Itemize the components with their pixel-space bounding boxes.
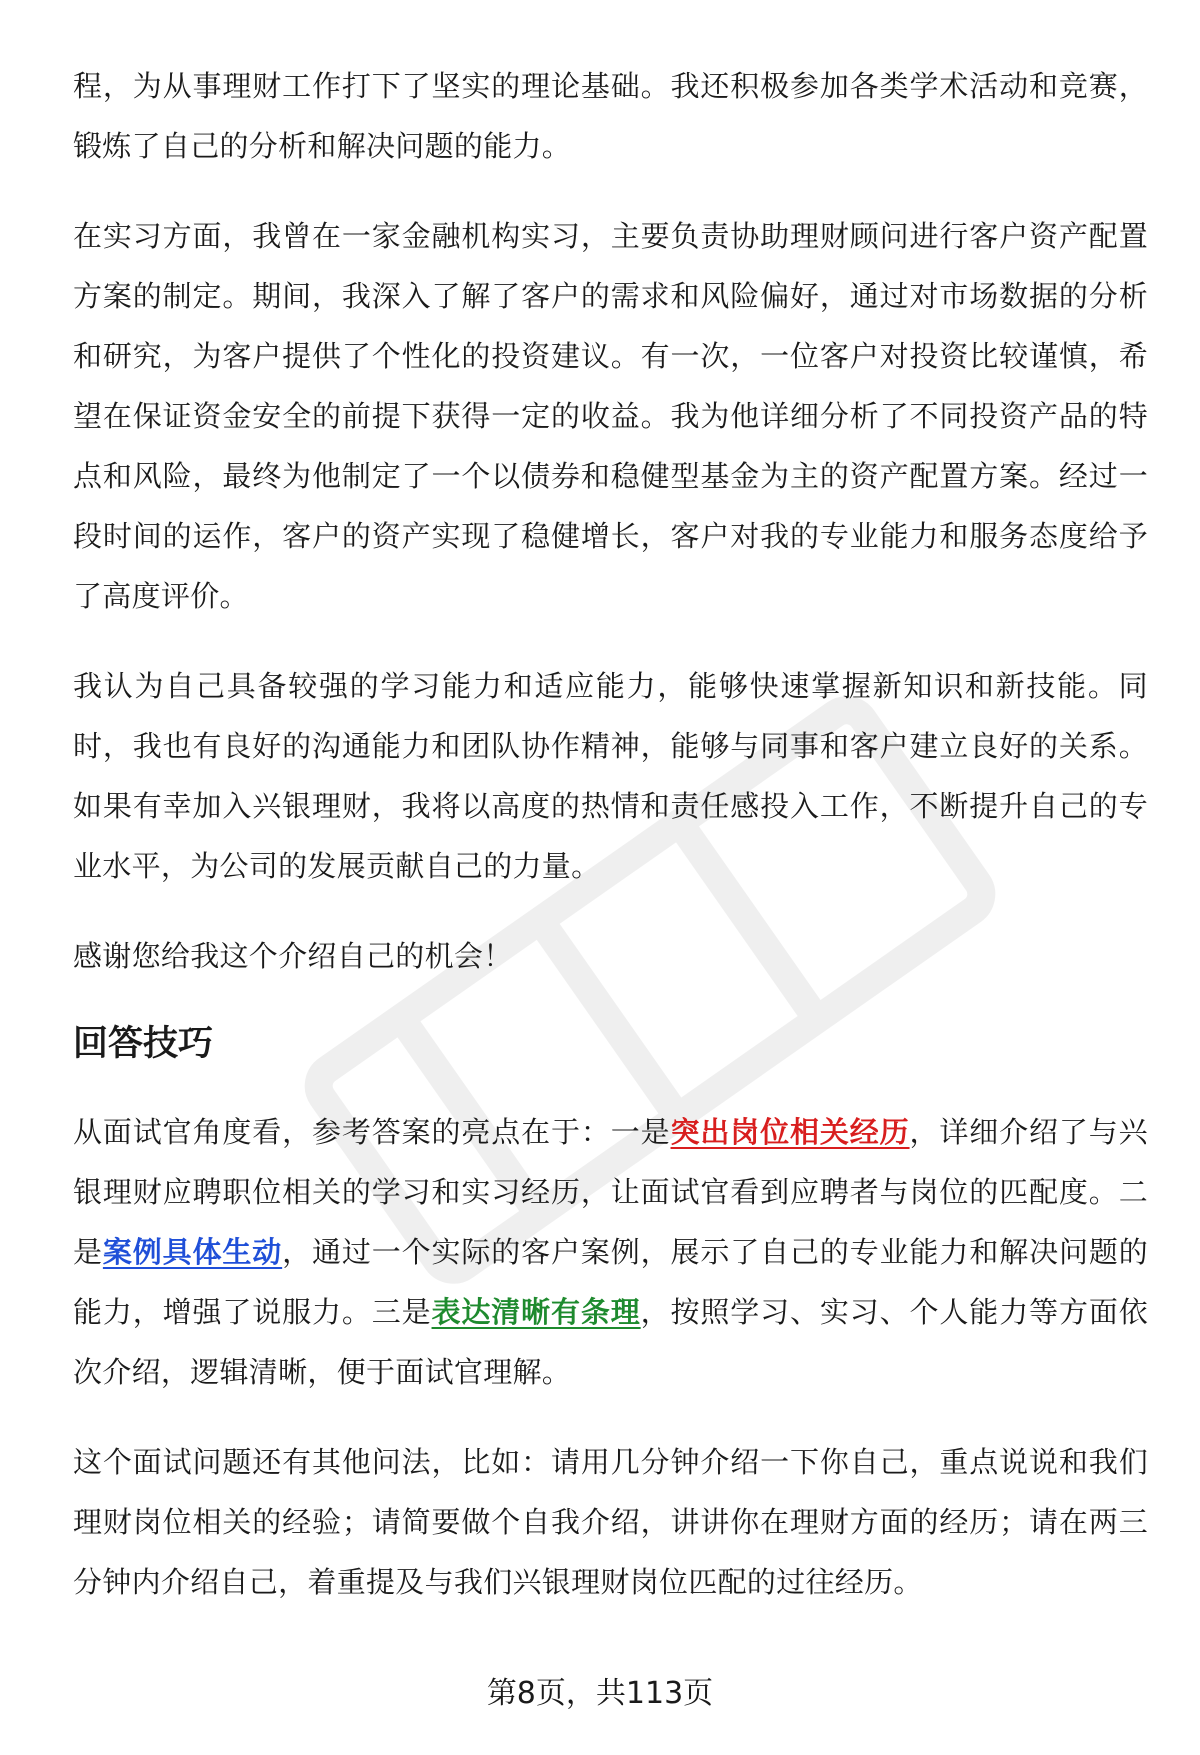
tips-text-1: 从面试官角度看，参考答案的亮点在于：一是 bbox=[73, 1115, 671, 1149]
highlight-clear-expression: 表达清晰有条理 bbox=[431, 1295, 641, 1329]
paragraph-tips bbox=[73, 1102, 1148, 1402]
paragraph-thanks: 感谢您给我这个介绍自己的机会！ bbox=[73, 939, 513, 973]
paragraph-other-questions: 这个面试问题还有其他问法，比如：请用几分钟介绍一下你自己，重点说说和我们理财岗位相关的经验；请简要做个自我介绍，讲讲你在理财方面的经历；请在两三分钟内介绍自己，着重提及与我们兴银理财岗位匹配的过往经历。 bbox=[73, 1445, 1148, 1599]
paragraph-internship: 在实习方面，我曾在一家金融机构实习，主要负责协助理财顾问进行客户资产配置方案的制定。期间，我深入了解了客户的需求和风险偏好，通过对市场数据的分析和研究，为客户提供了个性化的投资建议。有一次，一位客户对投资比较谨慎，希望在保证资金安全的前提下获得一定的收益。我为他详细分析了不同投资产品的特点和风险，最终为他制定了一个以债券和稳健型基金为主的资产配置方案。经过一段时间的运作，客户的资产实现了稳健增长，客户对我的专业能力和服务态度给予了高度评价。 bbox=[73, 219, 1148, 613]
highlight-job-experience: 突出岗位相关经历 bbox=[670, 1115, 910, 1149]
paragraph-abilities: 我认为自己具备较强的学习能力和适应能力，能够快速掌握新知识和新技能。同时，我也有良好的沟通能力和团队协作精神，能够与同事和客户建立良好的关系。如果有幸加入兴银理财，我将以高度的热情和责任感投入工作，不断提升自己的专业水平，为公司的发展贡献自己的力量。 bbox=[73, 669, 1148, 883]
document-body bbox=[73, 56, 1148, 1612]
tips-text-3: ，通过一个实际的客户案例，展示了自己的专业能力和解决问题的能力，增强了说服力。三是 bbox=[73, 1235, 1148, 1329]
highlight-specific-case: 案例具体生动 bbox=[102, 1235, 283, 1269]
paragraph-education-end: 程，为从事理财工作打下了坚实的理论基础。我还积极参加各类学术活动和竞赛，锻炼了自己的分析和解决问题的能力。 bbox=[73, 69, 1148, 163]
section-heading: 回答技巧 bbox=[73, 1024, 214, 1064]
tips-text-4: ，按照学习、实习、个人能力等方面依次介绍，逻辑清晰，便于面试官理解。 bbox=[73, 1295, 1148, 1389]
page-number: 第8页，共113页 bbox=[486, 1676, 714, 1711]
tips-text-2: ，详细介绍了与兴银理财应聘职位相关的学习和实习经历，让面试官看到应聘者与岗位的匹配度。二是 bbox=[73, 1115, 1148, 1269]
